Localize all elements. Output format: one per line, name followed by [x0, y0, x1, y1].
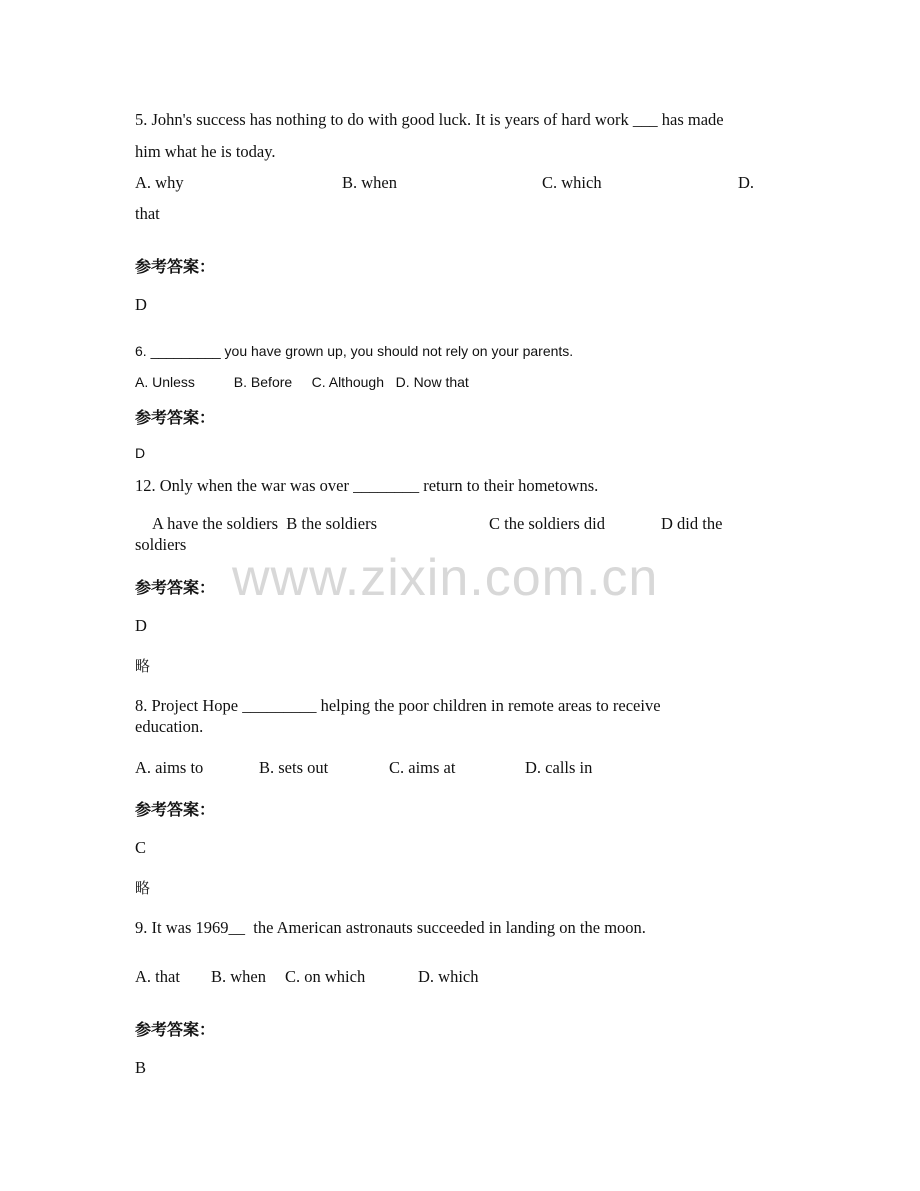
q12-note: 略	[135, 657, 151, 675]
q8-note: 略	[135, 879, 151, 897]
watermark: www.zixin.com.cn	[232, 549, 659, 607]
q8-option-d: D. calls in	[525, 758, 593, 777]
q9-answer-label: 参考答案：	[135, 1020, 216, 1039]
q5-option-d-wrap: that	[135, 204, 160, 223]
q9-stem: 9. It was 1969__ the American astronauts succeeded in landing on the moon.	[135, 918, 646, 937]
q8-stem-line2: education.	[135, 717, 204, 736]
q8-option-c: C. aims at	[389, 758, 456, 777]
q5-answer: D	[135, 295, 147, 314]
q5-stem-line2: him what he is today.	[135, 142, 276, 161]
q5-option-a: A. why	[135, 173, 184, 192]
q9-option-c: C. on which	[285, 967, 366, 986]
q6-stem: 6. _________ you have grown up, you should not rely on your parents.	[135, 343, 574, 359]
q12-option-c: C the soldiers did	[489, 514, 605, 533]
q8-stem-line1: 8. Project Hope _________ helping the poor children in remote areas to receive	[135, 696, 661, 715]
q12-option-d-wrap: soldiers	[135, 535, 187, 554]
q12-option-ab: A have the soldiers B the soldiers	[152, 514, 378, 533]
q6-answer: D	[135, 445, 146, 461]
q6-options: A. Unless B. Before C. Although D. Now that	[135, 374, 469, 390]
q12-option-d: D did the	[661, 514, 723, 533]
q8-answer: C	[135, 838, 147, 857]
q9-answer: B	[135, 1058, 147, 1077]
q9-option-d: D. which	[418, 967, 479, 986]
q6-answer-label: 参考答案：	[135, 408, 216, 427]
q12-answer: D	[135, 616, 147, 635]
q8-option-b: B. sets out	[259, 758, 329, 777]
q8-option-a: A. aims to	[135, 758, 204, 777]
q5-option-c: C. which	[542, 173, 602, 192]
q5-stem-line1: 5. John's success has nothing to do with good luck. It is years of hard work ___ has made	[135, 110, 724, 129]
q12-answer-label: 参考答案：	[135, 578, 216, 597]
q12-stem: 12. Only when the war was over ________ return to their hometowns.	[135, 476, 599, 495]
q5-answer-label: 参考答案：	[135, 257, 216, 276]
q9-option-a: A. that	[135, 967, 180, 986]
q5-option-d: D.	[738, 173, 755, 192]
q8-answer-label: 参考答案：	[135, 800, 216, 819]
q5-option-b: B. when	[342, 173, 397, 192]
q9-option-b: B. when	[211, 967, 266, 986]
